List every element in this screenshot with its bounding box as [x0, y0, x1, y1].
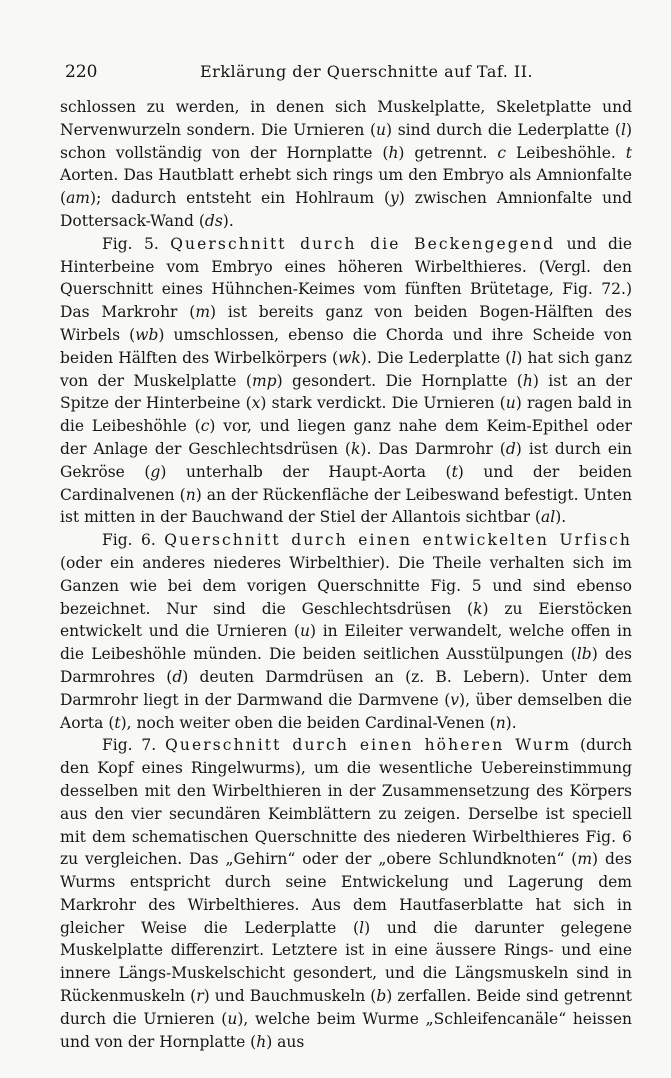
text-run: ). [222, 211, 234, 230]
text-run: ); dadurch entsteht ein Hohlraum ( [90, 189, 391, 208]
text-run: ) und der beiden Cardinalvenen ( [60, 462, 632, 504]
text-run: ) in Eileiter verwandelt, welche offen in die Leibeshöhle münden. Die beiden seitlichen Ausstülpungen ( [60, 622, 632, 664]
text-run: ) aus [266, 1032, 305, 1051]
figure-symbol: h [522, 371, 533, 390]
figure-symbol: l [511, 348, 517, 367]
figure-symbol: m [195, 303, 211, 322]
figure-symbol: ds [204, 211, 223, 230]
figure-symbol: u [376, 120, 387, 139]
figure-symbol: r [196, 987, 204, 1006]
text-run: ) schon vollständig von der Hornplatte ( [60, 120, 632, 162]
text-run: ) und Bauchmuskeln ( [203, 987, 377, 1006]
text-run: ) ragen bald in die Leibeshöhle ( [60, 394, 632, 436]
text-run: und die Hinterbeine vom Embryo eines höheren Wirbelthieres. (Vergl. den Querschnitt eines Hühnchen-Keimes vom fünften Brütetage, Fig. 72.) Das Markrohr ( [60, 234, 632, 322]
figure-symbol: t [114, 713, 121, 732]
text-run: ) sind durch die Lederplatte ( [386, 120, 621, 139]
text-run: ) umschlossen, ebenso die Chorda und ihre Scheide von beiden Hälften des Wirbelkörpers ( [60, 325, 632, 367]
page-number: 220 [65, 62, 98, 82]
figure-symbol: n [495, 713, 506, 732]
text-run: ) getrennt. [398, 143, 498, 162]
figure-symbol: wb [135, 325, 159, 344]
body-text [60, 96, 632, 1053]
text-run: ), noch weiter oben die beiden Cardinal-Venen ( [120, 713, 496, 732]
text-run: ) und die darunter gelegene Muskelplatte differenzirt. Letztere ist in eine äussere Rings- und eine innere Längs-Muskelschicht gesondert, und die Längsmuskeln sind in Rückenmuskeln ( [60, 918, 632, 1006]
paragraph-fig-7 [60, 734, 632, 1053]
text-run: Fig. 5. [102, 234, 171, 253]
figure-symbol: mp [251, 371, 277, 390]
paragraph-fig-6 [60, 529, 632, 734]
figure-symbol: g [150, 462, 161, 481]
text-run: Fig. 6. [102, 531, 165, 550]
figure-symbol: u [227, 1009, 238, 1028]
text-run: ) des Darmrohres ( [60, 645, 633, 686]
text-run: schlossen zu werden, in denen sich Muskelplatte, Skeletplatte und Nervenwurzeln sondern. Die Urnieren ( [60, 98, 632, 139]
text-run: Leibeshöhle. [506, 143, 626, 162]
paragraph-continuation [60, 96, 632, 233]
figure-symbol: h [388, 143, 399, 162]
text-run: ) unterhalb der Haupt-Aorta ( [160, 462, 452, 481]
figure-heading: Querschnitt durch einen entwickelten Urfisch [164, 531, 632, 550]
figure-symbol: u [505, 394, 516, 413]
text-run: (durch den Kopf eines Ringelwurms), um die wesentliche Uebereinstimmung desselben mit den Wirbelthieren in der Zusammensetzung des Körpers aus den vier secundären Keimblättern zu zeigen. Derselbe ist speciell mit dem schematischen Querschnitte des niederen Wirbelthieres Fig. 6 zu vergleichen. Das „Gehirn“ oder der „obere Schlundknoten“ ( [60, 736, 632, 869]
text-run: ). Die Lederplatte ( [360, 348, 512, 367]
text-run: ). [505, 713, 517, 732]
text-run: ) an der Rückenfläche der Leibeswand befestigt. Unten ist mitten in der Bauchwand der Stiel der Allantois sichtbar ( [60, 485, 632, 527]
text-run: ). [555, 508, 567, 527]
figure-symbol: m [577, 850, 593, 869]
figure-symbol: al [540, 508, 556, 527]
figure-heading: Querschnitt durch einen höheren Wurm [165, 736, 572, 755]
paragraph-fig-5 [60, 233, 632, 529]
figure-heading: Querschnitt durch die Beckengegend [170, 234, 556, 253]
figure-symbol: d [172, 667, 183, 686]
text-run: Fig. 7. [102, 736, 166, 755]
figure-symbol: k [350, 439, 361, 458]
figure-symbol: l [620, 120, 626, 139]
figure-symbol: c [497, 143, 507, 162]
text-run: ) gesondert. Die Hornplatte ( [276, 371, 523, 390]
figure-symbol: c [200, 417, 210, 436]
running-head [60, 62, 632, 88]
text-run: ), über demselben die Aorta ( [60, 690, 633, 732]
figure-symbol: am [66, 189, 91, 208]
text-run: Aorten. Das Hautblatt erhebt sich rings um den Embryo als Amnionfalte ( [60, 166, 632, 208]
text-run: ) stark verdickt. Die Urnieren ( [260, 394, 506, 413]
text-run: ) ist durch ein Gekröse ( [60, 439, 632, 481]
figure-symbol: v [450, 690, 460, 709]
text-run: ) zwischen Amnionfalte und Dottersack-Wand ( [60, 189, 632, 230]
figure-symbol: t [451, 462, 458, 481]
text-run: (oder ein anderes niederes Wirbelthier). Die Theile verhalten sich im Ganzen wie bei dem vorigen Querschnitte Fig. 5 und sind ebenso bezeichnet. Nur sind die Geschlechtsdrüsen ( [60, 553, 632, 618]
figure-symbol: k [473, 599, 483, 618]
text-run: ) vor, und liegen ganz nahe dem Keim-Epithel oder der Anlage der Geschlechtsdrüsen ( [60, 417, 632, 458]
figure-symbol: t [625, 143, 632, 162]
figure-symbol: lb [576, 645, 592, 664]
text-run: ) zu Eierstöcken entwickelt und die Urnieren ( [60, 599, 632, 641]
figure-symbol: l [359, 918, 365, 937]
text-run: ) deuten Darmdrüsen an (z. B. Lebern). Unter dem Darmrohr liegt in der Darmwand die Darmvene ( [60, 667, 632, 709]
figure-symbol: b [376, 987, 387, 1006]
text-run: ) des Wurms entspricht durch seine Entwickelung und Lagerung dem Markrohr des Wirbelthieres. Aus dem Hautfaserblatte hat sich in gleicher Weise die Lederplatte ( [60, 850, 632, 937]
figure-symbol: wk [338, 348, 361, 367]
figure-symbol: u [299, 622, 310, 641]
figure-symbol: y [390, 189, 399, 208]
text-run: ) zerfallen. Beide sind getrennt durch die Urnieren ( [60, 987, 633, 1028]
text-run: ). Das Darmrohr ( [360, 439, 506, 458]
text-run: ) hat sich ganz von der Muskelplatte ( [60, 348, 632, 390]
text-run: ) ist bereits ganz von beiden Bogen-Hälften des Wirbels ( [60, 303, 632, 344]
figure-symbol: n [185, 485, 196, 504]
figure-symbol: d [505, 439, 516, 458]
text-run: ) ist an der Spitze der Hinterbeine ( [60, 371, 632, 413]
running-title: Erklärung der Querschnitte auf Taf. II. [200, 62, 534, 81]
book-page [60, 62, 632, 1053]
figure-symbol: h [256, 1032, 267, 1051]
figure-symbol: x [251, 394, 261, 413]
text-run: ), welche beim Wurme „Schleifencanäle“ heissen und von der Hornplatte ( [60, 1009, 632, 1051]
